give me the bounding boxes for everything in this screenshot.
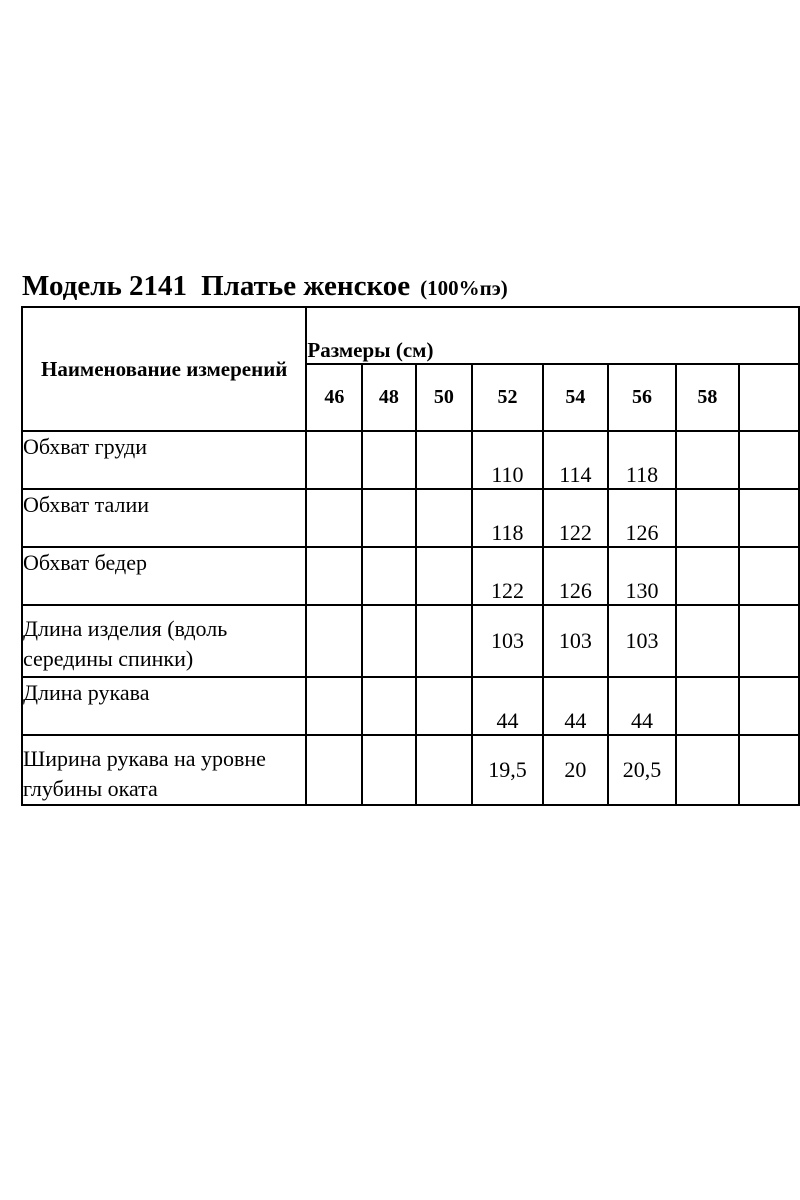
value-cell-extra (739, 431, 799, 489)
measurement-name: Обхват бедер (22, 547, 306, 605)
measurement-name: Обхват талии (22, 489, 306, 547)
value-cell (416, 677, 473, 735)
value-cell: 19,5 (472, 735, 542, 805)
value-cell: 20 (543, 735, 608, 805)
value-cell (416, 547, 473, 605)
value-cell: 44 (472, 677, 542, 735)
page-title (22, 268, 508, 306)
value-cell (676, 431, 739, 489)
value-cell (362, 605, 415, 677)
size-table (21, 306, 800, 806)
value-cell (362, 431, 415, 489)
value-cell (306, 431, 362, 489)
value-cell (306, 489, 362, 547)
value-cell-extra (739, 547, 799, 605)
fabric-label: (100%пэ) (420, 276, 508, 300)
measurement-name: Ширина рукава на уровне глубины оката (22, 735, 306, 805)
value-cell (416, 605, 473, 677)
value-cell (676, 605, 739, 677)
size-48: 48 (362, 364, 415, 431)
header-measurement-name: Наименование измерений (22, 307, 306, 431)
value-cell (306, 677, 362, 735)
value-cell: 122 (543, 489, 608, 547)
value-cell: 44 (608, 677, 676, 735)
value-cell: 118 (608, 431, 676, 489)
size-46: 46 (306, 364, 362, 431)
value-cell (416, 431, 473, 489)
value-cell (676, 677, 739, 735)
size-56: 56 (608, 364, 676, 431)
value-cell: 118 (472, 489, 542, 547)
value-cell (306, 547, 362, 605)
value-cell (676, 735, 739, 805)
measurement-name: Длина изделия (вдоль середины спинки) (22, 605, 306, 677)
table-row (22, 547, 799, 605)
value-cell-extra (739, 605, 799, 677)
measurement-name: Длина рукава (22, 677, 306, 735)
table-row (22, 489, 799, 547)
value-cell (676, 547, 739, 605)
value-cell: 20,5 (608, 735, 676, 805)
value-cell: 44 (543, 677, 608, 735)
value-cell: 110 (472, 431, 542, 489)
size-54: 54 (543, 364, 608, 431)
model-label: Модель 2141 (22, 270, 188, 302)
value-cell (362, 677, 415, 735)
value-cell (306, 735, 362, 805)
size-cell-extra (739, 364, 799, 431)
table-row (22, 677, 799, 735)
table-row (22, 605, 799, 677)
size-50: 50 (416, 364, 473, 431)
value-cell-extra (739, 677, 799, 735)
value-cell (362, 547, 415, 605)
header-sizes: Размеры (см) (306, 307, 799, 364)
value-cell (416, 489, 473, 547)
value-cell: 130 (608, 547, 676, 605)
value-cell: 103 (543, 605, 608, 677)
table-row (22, 735, 799, 805)
size-52: 52 (472, 364, 542, 431)
value-cell (362, 735, 415, 805)
value-cell: 103 (608, 605, 676, 677)
header-row (22, 307, 799, 364)
table-row (22, 431, 799, 489)
value-cell-extra (739, 489, 799, 547)
value-cell (306, 605, 362, 677)
value-cell: 122 (472, 547, 542, 605)
value-cell: 103 (472, 605, 542, 677)
value-cell: 126 (543, 547, 608, 605)
product-label: Платье женское (201, 270, 411, 302)
value-cell (362, 489, 415, 547)
value-cell (676, 489, 739, 547)
value-cell: 114 (543, 431, 608, 489)
measurement-name: Обхват груди (22, 431, 306, 489)
value-cell-extra (739, 735, 799, 805)
value-cell (416, 735, 473, 805)
value-cell: 126 (608, 489, 676, 547)
size-58: 58 (676, 364, 739, 431)
